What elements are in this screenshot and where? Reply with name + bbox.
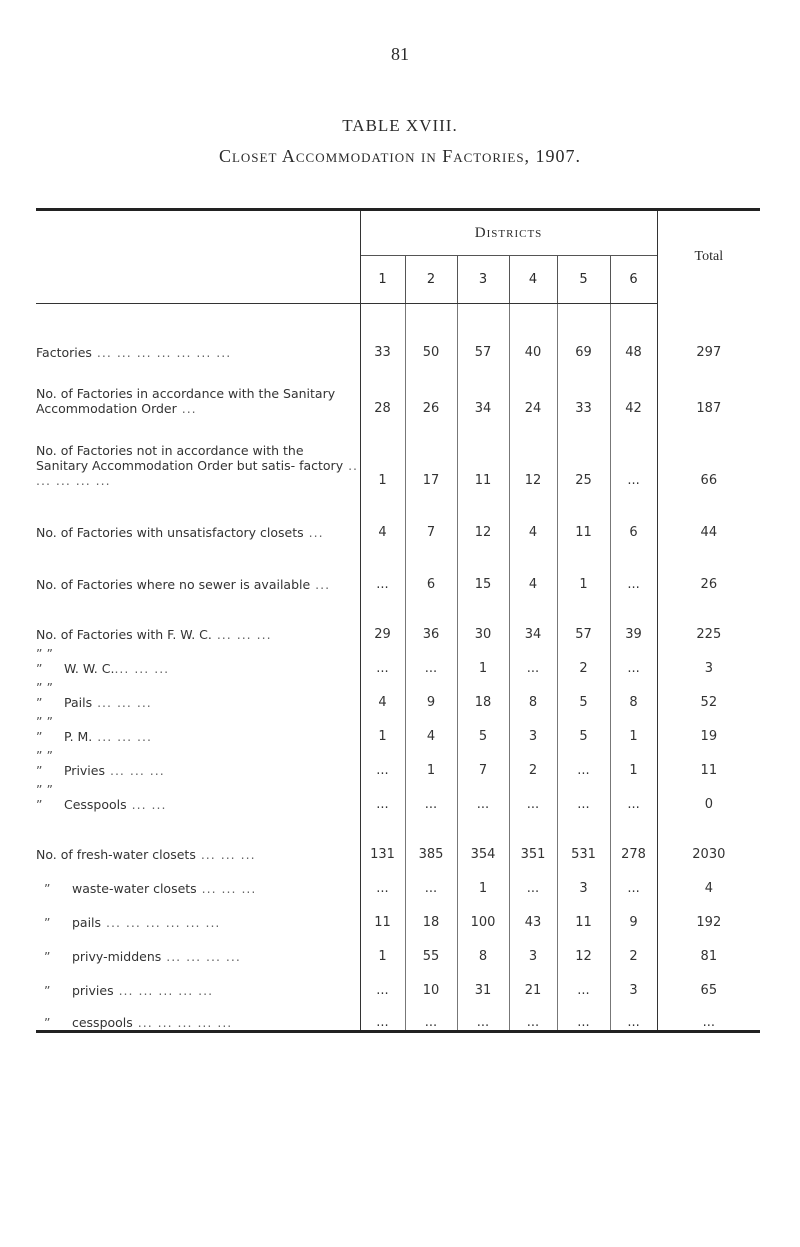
district-3-value: 354 — [457, 812, 509, 862]
leader-dots: ... ... ... — [105, 762, 165, 778]
district-4-value: 3 — [509, 710, 557, 744]
row-label — [36, 998, 360, 1032]
district-1-value: 1 — [360, 416, 405, 488]
district-6-value: 42 — [610, 360, 657, 416]
header-label-cell — [36, 210, 360, 256]
district-2-value: 18 — [405, 896, 457, 930]
leader-dots: ... ... ... — [195, 846, 256, 862]
table-body — [36, 304, 760, 1032]
table-row — [36, 862, 760, 896]
district-6-value: ... — [610, 642, 657, 676]
leader-dots: ... ... — [126, 796, 167, 812]
district-number: 4 — [509, 256, 557, 304]
district-1-value: 28 — [360, 360, 405, 416]
district-2-value: 6 — [405, 540, 457, 592]
district-1-value: ... — [360, 998, 405, 1032]
district-6-value: 2 — [610, 930, 657, 964]
table-title: TABLE XVIII. — [342, 116, 458, 135]
district-1-value: ... — [360, 964, 405, 998]
district-4-value: ... — [509, 862, 557, 896]
district-1-value: ... — [360, 540, 405, 592]
district-3-value: 57 — [457, 304, 509, 360]
leader-dots: .. ... ... ... ... — [36, 457, 359, 488]
total-value: 0 — [704, 796, 713, 812]
district-2-value: 10 — [405, 964, 457, 998]
district-4-value: 40 — [509, 304, 557, 360]
district-3-value: ... — [457, 778, 509, 812]
district-1-value: 33 — [360, 304, 405, 360]
row-label-text: privies — [71, 982, 114, 998]
row-label — [36, 676, 360, 710]
district-6-value: 1 — [610, 710, 657, 744]
table-row — [36, 710, 760, 744]
table-row — [36, 676, 760, 710]
district-1-value: ... — [360, 778, 405, 812]
district-3-value: 15 — [457, 540, 509, 592]
total-value: 52 — [700, 694, 718, 710]
ditto-mark: ” — [44, 948, 51, 964]
district-6-value: 8 — [610, 676, 657, 710]
table-row — [36, 812, 760, 862]
total-value: 225 — [696, 626, 722, 642]
table-row — [36, 642, 760, 676]
header-label-cell — [36, 256, 360, 304]
row-label-text: Cesspools — [63, 796, 127, 812]
table-row — [36, 778, 760, 812]
total-value: 66 — [700, 472, 718, 488]
district-3-value: 34 — [457, 360, 509, 416]
total-value: 44 — [700, 524, 718, 540]
row-label-text: pails — [71, 914, 102, 930]
district-5-value: 11 — [557, 488, 610, 540]
district-3-value: 18 — [457, 676, 509, 710]
district-5-value: 25 — [557, 416, 610, 488]
total-value: 297 — [696, 344, 722, 360]
row-label — [36, 592, 360, 642]
row-label — [36, 812, 360, 862]
total-value: 19 — [700, 728, 718, 744]
district-2-value: 1 — [405, 744, 457, 778]
district-4-value: 43 — [509, 896, 557, 930]
row-label — [36, 540, 360, 592]
district-2-value: 9 — [405, 676, 457, 710]
row-label-text: No. of Factories where no sewer is available — [36, 576, 311, 592]
leader-dots: ... ... ... ... ... — [113, 982, 214, 998]
district-number: 2 — [405, 256, 457, 304]
row-label — [36, 744, 360, 778]
row-label-text: Privies — [63, 762, 105, 778]
district-2-value: 385 — [405, 812, 457, 862]
district-4-value: 351 — [509, 812, 557, 862]
total-value: 4 — [704, 880, 713, 896]
district-4-value: ... — [509, 778, 557, 812]
district-2-value: 7 — [405, 488, 457, 540]
district-5-value: 12 — [557, 930, 610, 964]
ditto-mark: ” — [44, 880, 51, 896]
row-label-text: No. of fresh-water closets — [36, 846, 196, 862]
district-5-value: 57 — [557, 592, 610, 642]
ditto-mark: ” ” ” — [36, 713, 53, 744]
row-label — [36, 642, 360, 676]
district-3-value: 12 — [457, 488, 509, 540]
district-1-value: 1 — [360, 930, 405, 964]
district-2-value: 36 — [405, 592, 457, 642]
district-6-value: 3 — [610, 964, 657, 998]
district-4-value: 8 — [509, 676, 557, 710]
leader-dots: ... ... ... — [211, 626, 272, 642]
district-5-value: 5 — [557, 710, 610, 744]
ditto-mark: ” — [44, 914, 51, 930]
total-value: 11 — [700, 762, 718, 778]
closet-accommodation-table — [36, 208, 760, 1033]
leader-dots: ... ... ... ... ... — [132, 1015, 233, 1030]
row-label-text: Pails — [63, 694, 93, 710]
district-3-value: 5 — [457, 710, 509, 744]
table-row — [36, 896, 760, 930]
row-label-text: cesspools — [71, 1015, 133, 1030]
district-6-value: ... — [610, 862, 657, 896]
district-5-value: 2 — [557, 642, 610, 676]
district-5-value: ... — [557, 998, 610, 1032]
table-row — [36, 488, 760, 540]
districts-header: Districts — [474, 224, 543, 241]
total-value: ... — [702, 1015, 716, 1030]
district-1-value: 11 — [360, 896, 405, 930]
total-value: 3 — [704, 660, 713, 676]
district-4-value: ... — [509, 642, 557, 676]
district-number: 1 — [360, 256, 405, 304]
district-3-value: 100 — [457, 896, 509, 930]
district-1-value: 4 — [360, 488, 405, 540]
total-value: 187 — [696, 400, 722, 416]
row-label-text: No. of Factories in accordance with the Sanitary Accommodation Order — [36, 385, 336, 416]
district-1-value: ... — [360, 744, 405, 778]
total-value: 2030 — [692, 846, 726, 862]
leader-dots: ... — [303, 524, 324, 540]
district-4-value: 4 — [509, 488, 557, 540]
row-label — [36, 416, 360, 488]
leader-dots: ... — [176, 400, 197, 416]
row-label — [36, 862, 360, 896]
district-4-value: ... — [509, 998, 557, 1032]
row-label-text: No. of Factories with unsatisfactory closets — [36, 524, 304, 540]
district-4-value: 4 — [509, 540, 557, 592]
district-5-value: 3 — [557, 862, 610, 896]
district-3-value: 11 — [457, 416, 509, 488]
district-1-value: ... — [360, 642, 405, 676]
district-5-value: ... — [557, 964, 610, 998]
row-label — [36, 778, 360, 812]
district-4-value: 21 — [509, 964, 557, 998]
row-label-text: privy-middens — [71, 948, 162, 964]
leader-dots: ... ... ... — [92, 694, 152, 710]
district-4-value: 24 — [509, 360, 557, 416]
district-2-value: ... — [405, 642, 457, 676]
table-subtitle: Closet Accommodation in Factories, 1907. — [218, 146, 582, 166]
district-number: 5 — [557, 256, 610, 304]
table-row — [36, 930, 760, 964]
district-6-value: ... — [610, 998, 657, 1032]
district-number: 6 — [610, 256, 657, 304]
district-3-value: 1 — [457, 862, 509, 896]
district-2-value: 17 — [405, 416, 457, 488]
district-4-value: 34 — [509, 592, 557, 642]
page-number: 81 — [391, 44, 409, 64]
row-label-text: No. of Factories not in accordance with the Sanitary Accommodation Order but satis- factory — [36, 442, 344, 473]
district-number: 3 — [457, 256, 509, 304]
leader-dots: ... ... ... — [92, 728, 152, 744]
table-row — [36, 540, 760, 592]
district-5-value: 33 — [557, 360, 610, 416]
district-4-value: 2 — [509, 744, 557, 778]
total-value: 65 — [700, 982, 718, 998]
leader-dots: ... — [310, 576, 331, 592]
row-label-text: W. W. C. — [63, 660, 115, 676]
table-row — [36, 964, 760, 998]
district-6-value: ... — [610, 540, 657, 592]
district-3-value: 30 — [457, 592, 509, 642]
district-6-value: ... — [610, 416, 657, 488]
district-6-value: 39 — [610, 592, 657, 642]
row-label — [36, 488, 360, 540]
total-value: 81 — [700, 948, 718, 964]
total-header: Total — [657, 210, 760, 304]
district-5-value: 1 — [557, 540, 610, 592]
table-row — [36, 592, 760, 642]
district-1-value: 1 — [360, 710, 405, 744]
table-row — [36, 304, 760, 360]
district-5-value: ... — [557, 744, 610, 778]
district-6-value: ... — [610, 778, 657, 812]
district-2-value: ... — [405, 778, 457, 812]
district-6-value: 6 — [610, 488, 657, 540]
district-3-value: ... — [457, 998, 509, 1032]
district-5-value: 531 — [557, 812, 610, 862]
district-1-value: 4 — [360, 676, 405, 710]
leader-dots: ... ... ... ... — [161, 948, 241, 964]
table-row — [36, 416, 760, 488]
district-1-value: 29 — [360, 592, 405, 642]
table-header — [36, 210, 760, 304]
ditto-mark: ” ” ” — [36, 645, 53, 676]
ditto-mark: ” ” ” — [36, 747, 53, 778]
district-5-value: ... — [557, 778, 610, 812]
ditto-mark: ” ” ” — [36, 679, 53, 710]
leader-dots: ... ... ... ... ... ... — [101, 914, 221, 930]
table-row — [36, 998, 760, 1032]
row-label-text: P. M. — [63, 728, 93, 744]
ditto-mark: ” — [44, 1015, 51, 1030]
district-3-value: 31 — [457, 964, 509, 998]
leader-dots: ... ... ... — [196, 880, 257, 896]
district-2-value: ... — [405, 998, 457, 1032]
row-label — [36, 896, 360, 930]
district-5-value: 11 — [557, 896, 610, 930]
ditto-mark: ” — [44, 982, 51, 998]
row-label — [36, 360, 360, 416]
leader-dots: ... ... ... ... ... ... ... — [91, 344, 232, 360]
row-label-text: No. of Factories with F. W. C. — [36, 626, 212, 642]
table-row — [36, 360, 760, 416]
district-2-value: 4 — [405, 710, 457, 744]
district-5-value: 69 — [557, 304, 610, 360]
total-value: 192 — [696, 914, 722, 930]
total-value: 26 — [700, 576, 718, 592]
row-label — [36, 930, 360, 964]
district-3-value: 8 — [457, 930, 509, 964]
district-2-value: 55 — [405, 930, 457, 964]
district-1-value: ... — [360, 862, 405, 896]
district-4-value: 3 — [509, 930, 557, 964]
ditto-mark: ” ” ” — [36, 781, 53, 812]
row-label-text: waste-water closets — [71, 880, 197, 896]
district-2-value: 26 — [405, 360, 457, 416]
district-2-value: 50 — [405, 304, 457, 360]
district-6-value: 9 — [610, 896, 657, 930]
table-row — [36, 744, 760, 778]
district-1-value: 131 — [360, 812, 405, 862]
row-label-text: Factories — [36, 344, 92, 360]
district-6-value: 278 — [610, 812, 657, 862]
district-6-value: 1 — [610, 744, 657, 778]
row-label — [36, 964, 360, 998]
leader-dots: ... ... ... — [114, 660, 170, 676]
district-3-value: 7 — [457, 744, 509, 778]
district-4-value: 12 — [509, 416, 557, 488]
row-label — [36, 304, 360, 360]
district-5-value: 5 — [557, 676, 610, 710]
row-label — [36, 710, 360, 744]
district-6-value: 48 — [610, 304, 657, 360]
district-2-value: ... — [405, 862, 457, 896]
district-3-value: 1 — [457, 642, 509, 676]
